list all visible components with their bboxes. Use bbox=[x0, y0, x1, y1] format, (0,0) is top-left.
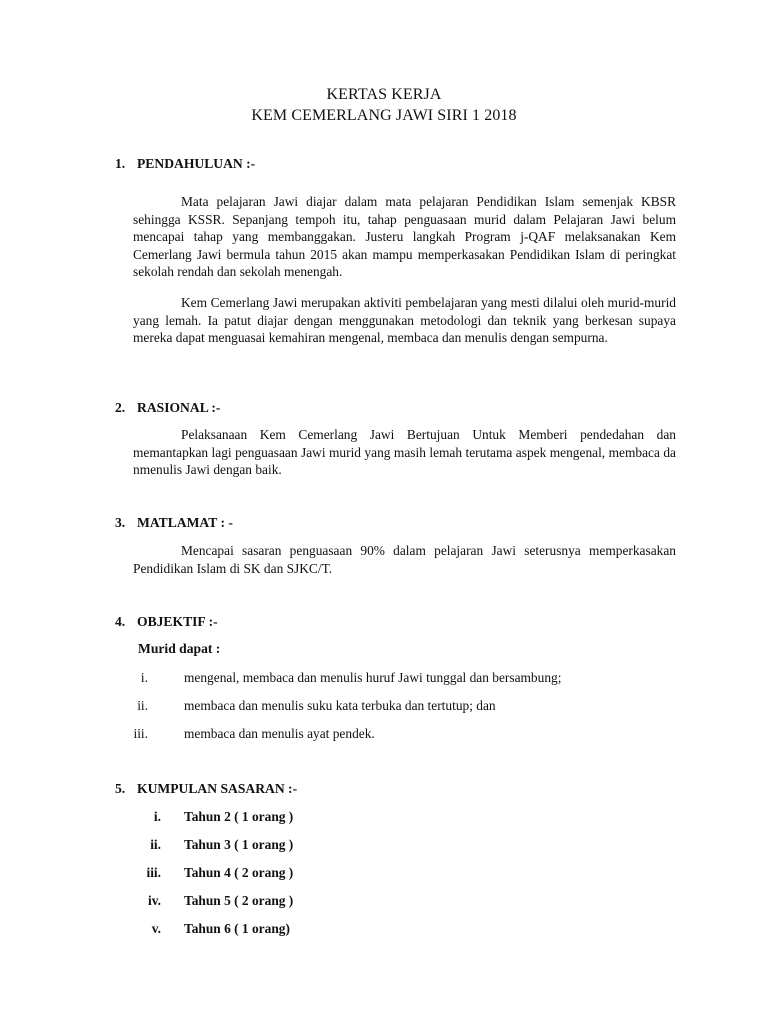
section-2-heading bbox=[115, 400, 220, 416]
objective-item-3-text: membaca dan menulis ayat pendek. bbox=[184, 726, 375, 741]
section-5-title: KUMPULAN SASARAN :- bbox=[137, 781, 298, 796]
section-2-paragraph-text: Pelaksanaan Kem Cemerlang Jawi Bertujuan Untuk Memberi pendedahan dan memantapkan lagi penguasaan Jawi murid yang masih lemah terutama aspek mengenal, membaca da nmenulis Jawi dengan baik. bbox=[133, 427, 676, 478]
section-2-paragraph bbox=[133, 426, 676, 479]
section-1-heading bbox=[115, 156, 255, 172]
target-group-item-1 bbox=[0, 809, 768, 827]
target-group-item-1-text: Tahun 2 ( 1 orang ) bbox=[184, 809, 294, 824]
target-group-item-4-text: Tahun 5 ( 2 orang ) bbox=[184, 893, 294, 908]
section-4-title: OBJEKTIF :- bbox=[137, 614, 218, 629]
target-group-item-5 bbox=[0, 921, 768, 939]
objective-item-3 bbox=[0, 726, 768, 744]
objective-item-3-numeral: iii. bbox=[133, 726, 148, 741]
target-group-item-2 bbox=[0, 837, 768, 855]
objective-item-2-text: membaca dan menulis suku kata terbuka dan tertutup; dan bbox=[184, 698, 496, 713]
target-group-item-3-numeral: iii. bbox=[146, 865, 161, 880]
section-4-subheading: Murid dapat : bbox=[138, 641, 221, 656]
objective-item-2 bbox=[0, 698, 768, 716]
target-group-item-2-numeral: ii. bbox=[150, 837, 161, 852]
target-group-item-3-text: Tahun 4 ( 2 orang ) bbox=[184, 865, 294, 880]
target-group-item-4 bbox=[0, 893, 768, 911]
section-1-number: 1. bbox=[115, 156, 126, 171]
section-1-paragraph-2 bbox=[133, 294, 676, 347]
section-3-heading bbox=[115, 515, 233, 531]
target-group-item-1-numeral: i. bbox=[153, 809, 161, 824]
document-title-line-2: KEM CEMERLANG JAWI SIRI 1 2018 bbox=[251, 107, 517, 124]
section-1-title: PENDAHULUAN :- bbox=[137, 156, 256, 171]
section-3-paragraph bbox=[133, 542, 676, 577]
section-3-number: 3. bbox=[115, 515, 126, 530]
objective-item-1 bbox=[0, 670, 768, 688]
objective-item-2-numeral: ii. bbox=[137, 698, 148, 713]
objective-item-1-text: mengenal, membaca dan menulis huruf Jawi tunggal dan bersambung; bbox=[184, 670, 562, 685]
section-4-number: 4. bbox=[115, 614, 126, 629]
target-group-item-2-text: Tahun 3 ( 1 orang ) bbox=[184, 837, 294, 852]
section-1-paragraph-1 bbox=[133, 193, 676, 281]
section-5-number: 5. bbox=[115, 781, 126, 796]
target-group-item-5-text: Tahun 6 ( 1 orang) bbox=[184, 921, 290, 936]
section-1-paragraph-2-text: Kem Cemerlang Jawi merupakan aktiviti pembelajaran yang mesti dilalui oleh murid-murid yang lemah. Ia patut diajar dengan menggunakan metodologi dan teknik yang berkesan supaya mereka dapat menguasai kemahiran mengenal, membaca dan menulis dengan sempurna. bbox=[133, 295, 676, 346]
target-group-item-3 bbox=[0, 865, 768, 883]
section-4-heading bbox=[115, 614, 218, 630]
section-3-title: MATLAMAT : - bbox=[137, 515, 233, 530]
objective-item-1-numeral: i. bbox=[140, 670, 148, 685]
target-group-item-5-numeral: v. bbox=[151, 921, 161, 936]
section-1-paragraph-1-text: Mata pelajaran Jawi diajar dalam mata pelajaran Pendidikan Islam semenjak KBSR sehingga KSSR. Sepanjang tempoh itu, tahap penguasaan murid dalam Pelajaran Jawi belum mencapai tahap yang membanggakan. Justeru langkah Program j-QAF melaksanakan Kem Cemerlang Jawi bermula tahun 2015 akan mampu memperkasakan Pendidikan Islam di peringkat sekolah rendah dan sekolah menengah. bbox=[133, 194, 676, 280]
target-group-item-4-numeral: iv. bbox=[147, 893, 161, 908]
section-5-heading bbox=[115, 781, 297, 797]
section-2-number: 2. bbox=[115, 400, 126, 415]
section-3-paragraph-text: Mencapai sasaran penguasaan 90% dalam pelajaran Jawi seterusnya memperkasakan Pendidikan Islam di SK dan SJKC/T. bbox=[133, 543, 676, 576]
section-2-title: RASIONAL :- bbox=[137, 400, 221, 415]
document-title-line-1: KERTAS KERJA bbox=[326, 86, 442, 103]
